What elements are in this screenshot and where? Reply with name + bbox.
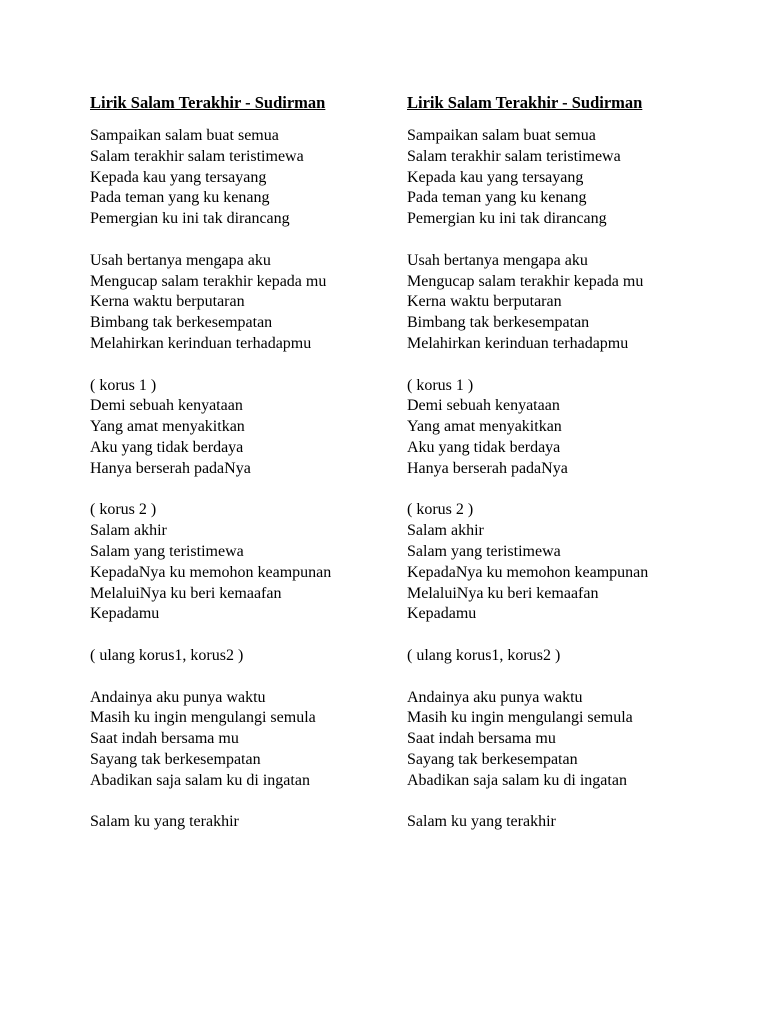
stanza [407, 126, 727, 230]
stanza-chorus-2 [407, 500, 727, 625]
stanza [407, 251, 727, 355]
chorus-label: ( korus 2 ) [407, 501, 474, 519]
lyric-line: Sampaikan salam buat semua [90, 127, 279, 144]
lyric-line: Kepada kau yang tersayang [90, 168, 267, 186]
lyric-line: Salam yang teristimewa [407, 542, 561, 560]
lyrics-title: Lirik Salam Terakhir - Sudirman [90, 93, 326, 112]
lyric-line: KepadaNya ku memohon keampunan [90, 563, 332, 581]
lyric-line: Salam ku yang terakhir [90, 813, 239, 831]
lyric-line: Melahirkan kerinduan terhadapmu [407, 334, 629, 352]
lyric-line: Pada teman yang ku kenang [90, 189, 270, 207]
stanza [90, 688, 410, 792]
lyric-line: MelaluiNya ku beri kemaafan [407, 584, 599, 602]
chorus-label: ( korus 1 ) [90, 376, 157, 394]
lyrics-column-left [90, 90, 410, 854]
stanza-chorus-1 [407, 376, 727, 480]
stanza-repeat-note [407, 646, 727, 667]
lyric-line: Sayang tak berkesempatan [90, 750, 261, 768]
stanza-chorus-2 [90, 500, 410, 625]
lyric-line: Salam akhir [407, 522, 484, 540]
lyric-line: Melahirkan kerinduan terhadapmu [90, 334, 312, 352]
lyric-line: Bimbang tak berkesempatan [407, 314, 590, 332]
lyric-line: Aku yang tidak berdaya [90, 438, 244, 456]
lyric-line: Kerna waktu berputaran [90, 293, 245, 311]
stanza-final [90, 812, 410, 833]
lyric-line: Kerna waktu berputaran [407, 293, 562, 311]
chorus-label: ( korus 2 ) [90, 501, 157, 519]
lyric-line: Abadikan saja salam ku di ingatan [407, 771, 627, 789]
lyric-line: Pada teman yang ku kenang [407, 189, 587, 207]
lyric-line: Masih ku ingin mengulangi semula [90, 709, 316, 727]
stanza [90, 251, 410, 355]
lyric-line: Salam ku yang terakhir [407, 813, 556, 831]
lyric-line: Sayang tak berkesempatan [407, 750, 578, 768]
lyric-line: Saat indah bersama mu [90, 730, 239, 748]
lyrics-title: Lirik Salam Terakhir - Sudirman [407, 93, 643, 112]
stanza-chorus-1 [90, 376, 410, 480]
lyric-line: Masih ku ingin mengulangi semula [407, 709, 633, 727]
lyric-line: Usah bertanya mengapa aku [407, 251, 588, 269]
stanza [90, 126, 410, 230]
lyrics-column-right [407, 90, 727, 854]
lyric-line: Usah bertanya mengapa aku [90, 251, 271, 269]
lyric-line: Hanya berserah padaNya [90, 459, 251, 477]
lyric-line: Salam akhir [90, 522, 167, 540]
lyric-line: Salam yang teristimewa [90, 542, 244, 560]
repeat-note: ( ulang korus1, korus2 ) [90, 646, 244, 664]
lyric-line: Demi sebuah kenyataan [407, 397, 560, 415]
lyric-line: Hanya berserah padaNya [407, 459, 568, 477]
lyric-line: Sampaikan salam buat semua [407, 127, 596, 144]
chorus-label: ( korus 1 ) [407, 376, 474, 394]
lyric-line: Yang amat menyakitkan [407, 418, 562, 436]
lyric-line: Yang amat menyakitkan [90, 418, 245, 436]
lyric-line: Kepada kau yang tersayang [407, 168, 584, 186]
lyric-line: Demi sebuah kenyataan [90, 397, 243, 415]
stanza-final [407, 812, 727, 833]
lyric-line: MelaluiNya ku beri kemaafan [90, 584, 282, 602]
lyric-line: Bimbang tak berkesempatan [90, 314, 273, 332]
lyric-line: Andainya aku punya waktu [407, 688, 583, 706]
lyric-line: Kepadamu [90, 605, 160, 623]
lyric-line: Salam terakhir salam teristimewa [90, 147, 304, 165]
lyric-line: Mengucap salam terakhir kepada mu [90, 272, 327, 290]
lyric-line: Aku yang tidak berdaya [407, 438, 561, 456]
lyric-line: Mengucap salam terakhir kepada mu [407, 272, 644, 290]
repeat-note: ( ulang korus1, korus2 ) [407, 646, 561, 664]
stanza [407, 688, 727, 792]
lyric-line: Abadikan saja salam ku di ingatan [90, 771, 310, 789]
stanza-repeat-note [90, 646, 410, 667]
lyric-line: Kepadamu [407, 605, 477, 623]
lyric-line: Pemergian ku ini tak dirancang [90, 210, 290, 228]
lyric-line: Salam terakhir salam teristimewa [407, 147, 621, 165]
lyric-line: Pemergian ku ini tak dirancang [407, 210, 607, 228]
lyric-line: Andainya aku punya waktu [90, 688, 266, 706]
lyric-line: KepadaNya ku memohon keampunan [407, 563, 649, 581]
lyric-line: Saat indah bersama mu [407, 730, 556, 748]
